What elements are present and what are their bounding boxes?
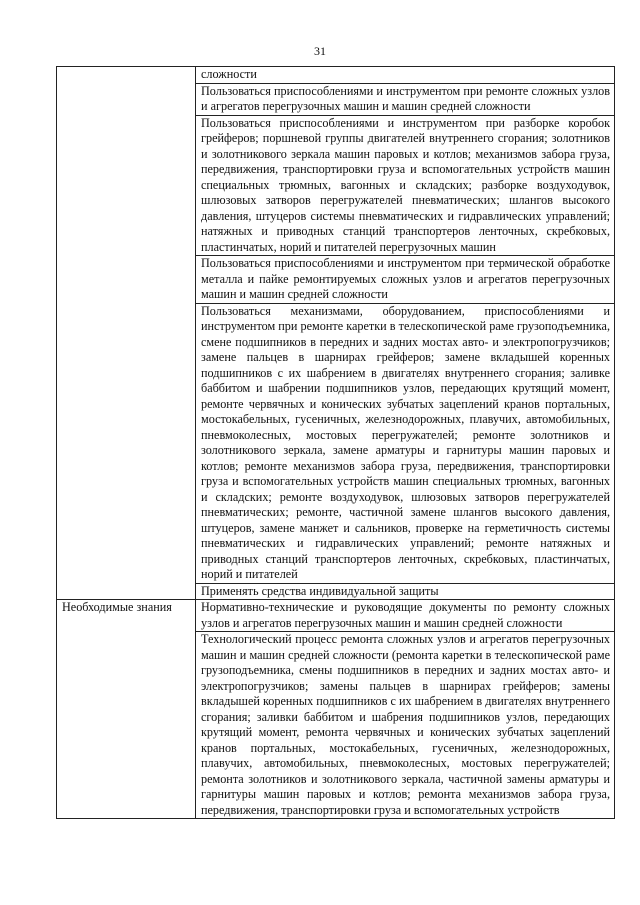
row-label-knowledge: Необходимые знания — [57, 600, 196, 819]
row-label-cell — [57, 67, 196, 600]
table-cell: Применять средства индивидуальной защиты — [196, 583, 615, 600]
table-cell: Пользоваться приспособлениями и инструментом при ремонте сложных узлов и агрегатов перегрузочных машин и машин средней сложности — [196, 83, 615, 115]
table-row — [57, 600, 615, 632]
table-cell: сложности — [196, 67, 615, 84]
page-number: 31 — [314, 44, 326, 58]
table-row — [57, 67, 615, 84]
requirements-table — [56, 66, 615, 819]
table-cell: Пользоваться приспособлениями и инструментом при разборке коробок грейферов; поршневой группы двигателей внутреннего сгорания; золотников и золотникового зеркала машин паровых и котлов; механизмов забора груза, передвижения, транспортировки груза и вспомогательных устройств машин специальных трюмных, вагонных и складских; разборке воздуходувок, шлюзовых затворов перегружателей пневматических; шлангов высокого давления, штуцеров системы пневматических и гидравлических управлений; натяжных и приводных станций транспортеров ленточных, скребковых, пластинчатых, норий и питателей перегрузочных машин — [196, 115, 615, 256]
table-cell: Пользоваться приспособлениями и инструментом при термической обработке металла и пайке ремонтируемых сложных узлов и агрегатов перегрузочных машин и машин средней сложности — [196, 256, 615, 304]
table-cell: Пользоваться механизмами, оборудованием, приспособлениями и инструментом при ремонте каретки в телескопической раме грузоподъемника, смене подшипников в передних и задних мостах авто- и электропогрузчиков; замене пальцев в шарнирах грейферов; замене вкладышей коренных подшипников с их шабрением в двигателях внутреннего сгорания; заливке баббитом и шабрении подшипников узлов, передающих крутящий момент, ремонте червячных и конических зубчатых зацеплений кранов портальных, мостокабельных, гусеничных, железнодорожных, плавучих, автомобильных, пневмоколесных, мостовых перегружателей; ремонте золотников и золотникового зеркала, замене арматуры и гарнитуры машин паровых и котлов; ремонте механизмов забора груза, передвижения, транспортировки груза и вспомогательных устройств машин специальных трюмных, вагонных и складских; ремонте воздуходувок, шлюзовых затворов перегружателей пневматических; ремонте, частичной замене шлангов высокого давления, штуцеров, замене манжет и сальников, проверке на герметичность системы пневматических и гидравлических управлений; ремонте натяжных и приводных станций транспортеров ленточных, скребковых, пластинчатых, норий и питателей — [196, 303, 615, 583]
table-cell: Технологический процесс ремонта сложных узлов и агрегатов перегрузочных машин и машин средней сложности (ремонта каретки в телескопической раме грузоподъемника, смены подшипников в передних и задних мостах авто- и электропогрузчиков; замены пальцев в шарнирах грейферов; замены вкладышей коренных подшипников с их шабрением в двигателях внутреннего сгорания; заливки баббитом и шабрения подшипников узлов, передающих крутящий момент, ремонта червячных и конических зубчатых зацеплений кранов портальных, мостокабельных, гусеничных, железнодорожных, плавучих, автомобильных, пневмоколесных, мостовых перегружателей; ремонта золотников и золотникового зеркала, частичной замены арматуры и гарнитуры машин паровых и котлов; ремонта механизмов забора груза, передвижения, транспортировки груза и вспомогательных устройств — [196, 632, 615, 819]
table-cell: Нормативно-технические и руководящие документы по ремонту сложных узлов и агрегатов перегрузочных машин и машин средней сложности — [196, 600, 615, 632]
